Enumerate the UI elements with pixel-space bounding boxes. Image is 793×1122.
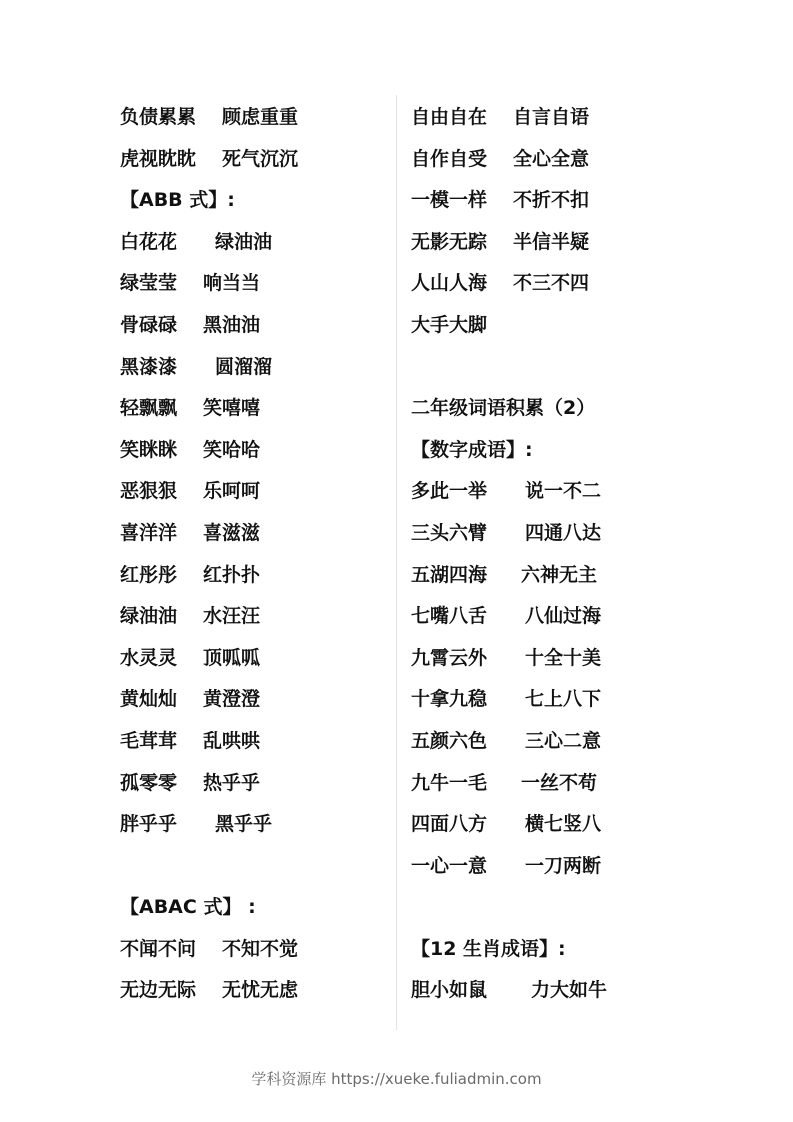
word-entry: 黄澄澄 [203,688,261,711]
word-entry: 五颜六色 [411,729,488,752]
word-entry: 乱哄哄 [203,729,261,752]
word-entry: 说一不二 [525,480,602,503]
word-entry: 【ABB 式】: [120,189,235,212]
word-entry: 恶狠狠 [120,480,178,503]
word-entry: 自由自在 [411,106,488,128]
word-entry: 【12 生肖成语】: [411,937,566,960]
word-line [120,721,385,763]
word-entry: 自作自受 [411,147,488,170]
word-entry: 笑嘻嘻 [203,397,261,420]
word-entry: 五湖四海 [411,563,488,586]
word-entry: 自言自语 [513,106,590,128]
word-entry: 横七竖八 [525,813,602,836]
word-entry: 绿油油 [215,230,273,253]
word-line [120,471,385,513]
word-line [120,804,385,846]
word-entry: 虎视眈眈 [120,147,197,170]
word-entry: 八仙过海 [525,605,602,628]
footer-watermark: 学科资源库 https://xueke.fuliadmin.com [251,1070,542,1088]
word-entry: 人山人海 [411,272,488,295]
word-entry: 一丝不苟 [521,771,598,794]
word-entry: 毛茸茸 [120,729,178,752]
word-entry: 笑眯眯 [120,438,178,461]
word-line [411,305,711,347]
word-entry: 三头六臂 [411,521,488,544]
word-line [411,388,711,430]
word-line [411,139,711,181]
word-entry: 一心一意 [411,854,488,877]
word-line [120,679,385,721]
word-entry: 四面八方 [411,813,488,836]
word-line [120,139,385,181]
word-entry: 负债累累 [120,106,197,128]
word-line [120,430,385,472]
word-line [411,721,711,763]
word-entry: 死气沉沉 [222,147,299,170]
word-line [120,97,385,139]
word-entry: 喜洋洋 [120,521,178,544]
word-entry: 大手大脚 [411,313,488,336]
left-column [120,97,385,1012]
word-entry: 多此一举 [411,480,488,503]
word-line [411,846,711,888]
word-entry: 一模一样 [411,189,488,212]
word-entry: 七嘴八舌 [411,605,488,628]
word-entry: 九牛一毛 [411,771,488,794]
word-entry: 力大如牛 [531,979,608,1002]
word-entry: 全心全意 [513,147,590,170]
word-entry: 九霄云外 [411,646,488,669]
word-line [411,180,711,222]
word-entry: 十全十美 [525,646,602,669]
word-entry: 喜滋滋 [203,521,261,544]
word-entry: 响当当 [203,272,261,295]
word-entry: 一刀两断 [525,854,602,877]
word-line [411,263,711,305]
word-entry: 热乎乎 [203,771,261,794]
word-entry: 胆小如鼠 [411,979,488,1002]
word-entry: 绿油油 [120,605,178,628]
word-entry: 无影无踪 [411,230,488,253]
word-entry: 不知不觉 [222,937,299,960]
word-line [120,846,385,888]
word-entry: 无忧无虑 [222,979,299,1002]
word-line [120,929,385,971]
word-entry: 笑哈哈 [203,438,261,461]
word-entry: 圆溜溜 [215,355,273,378]
word-entry: 十拿九稳 [411,688,488,711]
word-line [120,555,385,597]
word-entry: 顾虑重重 [222,106,299,128]
word-line [411,596,711,638]
word-entry: 骨碌碌 [120,313,178,336]
word-line [411,471,711,513]
word-line [411,970,711,1012]
word-entry: 不折不扣 [513,189,590,212]
word-entry: 孤零零 [120,771,178,794]
word-line [120,180,385,222]
word-entry: 七上八下 [525,688,602,711]
right-column [411,97,711,1012]
word-entry: 无边无际 [120,979,197,1002]
word-line [411,929,711,971]
word-line [120,763,385,805]
word-entry: 顶呱呱 [203,646,261,669]
word-entry: 二年级词语积累（2） [411,397,596,420]
word-entry: 胖乎乎 [120,813,178,836]
word-entry: 红扑扑 [203,563,261,586]
word-entry: 水灵灵 [120,646,178,669]
word-line [120,970,385,1012]
word-line [411,97,711,139]
word-line [120,513,385,555]
word-line [120,222,385,264]
column-divider [396,95,397,1030]
word-entry: 水汪汪 [203,605,261,628]
word-line [411,763,711,805]
word-entry: 不三不四 [513,272,590,295]
word-line [411,430,711,472]
word-line [120,596,385,638]
word-line [411,638,711,680]
word-line [411,887,711,929]
word-line [411,222,711,264]
word-entry: 轻飘飘 [120,397,178,420]
word-entry: 黄灿灿 [120,688,178,711]
word-line [120,388,385,430]
word-line [120,305,385,347]
word-line [120,887,385,929]
word-entry: 黑油油 [203,313,261,336]
word-entry: 绿莹莹 [120,272,178,295]
word-entry: 乐呵呵 [203,480,261,503]
word-entry: 六神无主 [521,563,598,586]
word-line [120,638,385,680]
word-entry: 半信半疑 [513,230,590,253]
word-entry: 四通八达 [525,521,602,544]
word-line [411,513,711,555]
word-line [120,347,385,389]
word-entry: 不闻不问 [120,937,197,960]
word-entry: 三心二意 [525,729,602,752]
word-entry: 【数字成语】: [411,438,533,461]
word-line [411,347,711,389]
word-line [411,679,711,721]
word-entry: 黑漆漆 [120,355,178,378]
word-entry: 红彤彤 [120,563,178,586]
word-entry: 黑乎乎 [215,813,273,836]
word-entry: 【ABAC 式】 : [120,896,256,919]
word-line [411,804,711,846]
word-entry: 白花花 [120,230,178,253]
word-line [411,555,711,597]
word-line [120,263,385,305]
